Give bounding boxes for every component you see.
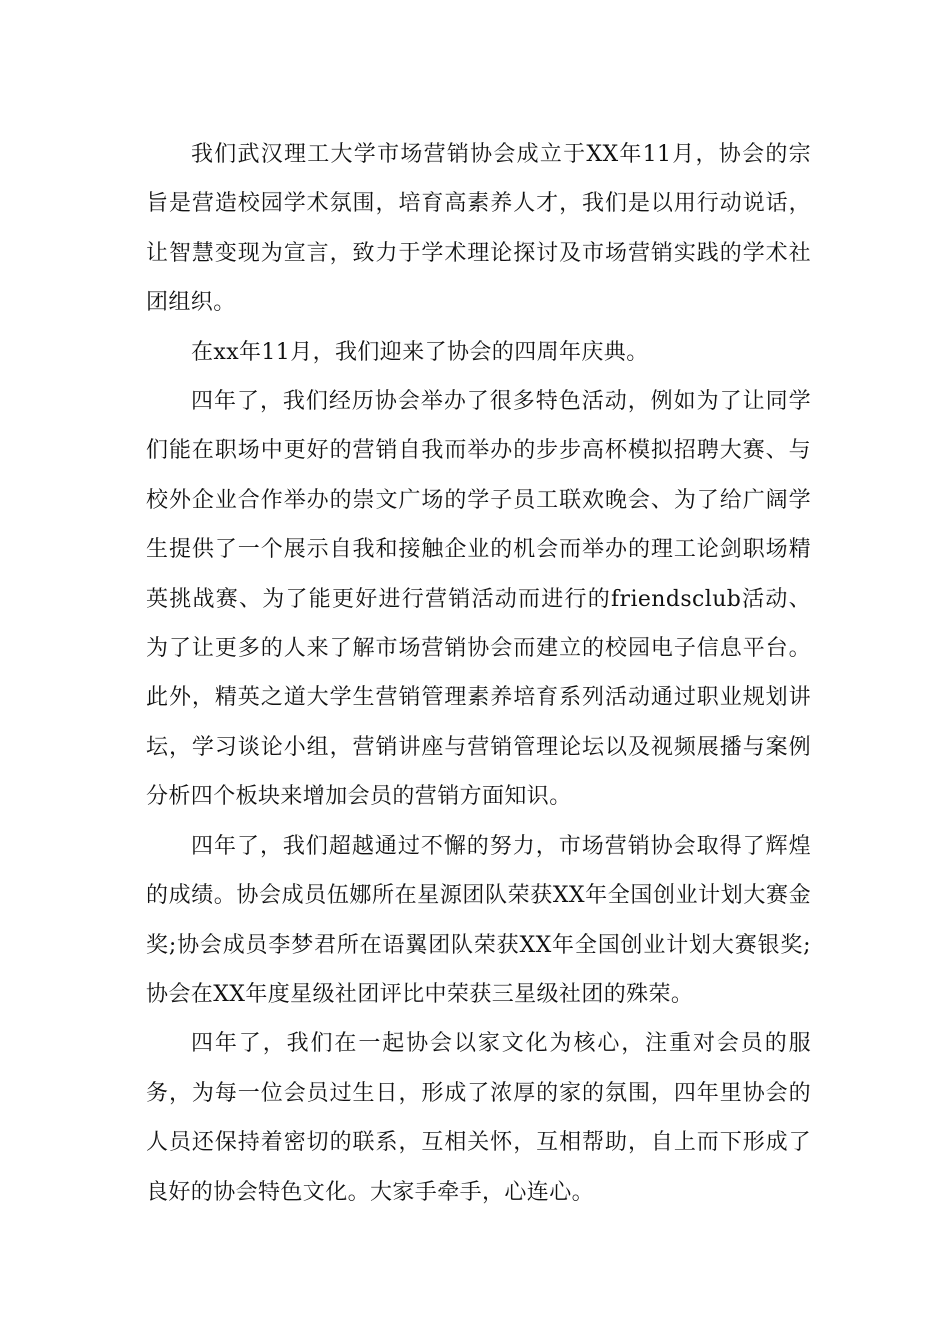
paragraph-achievements: 四年了，我们超越通过不懈的努力，市场营销协会取得了辉煌的成绩。协会成员伍娜所在星源团队荣获XX年全国创业计划大赛金奖;协会成员李梦君所在语翼团队荣获XX年全国创业计划大赛银奖;协会在XX年度星级社团评比中荣获三星级社团的殊荣。 bbox=[146, 833, 811, 1007]
paragraph-activities: 四年了，我们经历协会举办了很多特色活动，例如为了让同学们能在职场中更好的营销自我而举办的步步高杯模拟招聘大赛、与校外企业合作举办的崇文广场的学子员工联欢晚会、为了给广阔学生提供了一个展示自我和接触企业的机会而举办的理工论剑职场精英挑战赛、为了能更好进行营销活动而进行的friendsclub活动、为了让更多的人来了解市场营销协会而建立的校园电子信息平台。此外，精英之道大学生营销管理素养培育系列活动通过职业规划讲坛，学习谈论小组，营销讲座与营销管理论坛以及视频展播与案例分析四个板块来增加会员的营销方面知识。 bbox=[146, 389, 811, 810]
document-body bbox=[146, 130, 811, 1217]
paragraph-culture: 四年了，我们在一起协会以家文化为核心，注重对会员的服务，为每一位会员过生日，形成了浓厚的家的氛围，四年里协会的人员还保持着密切的联系，互相关怀，互相帮助，自上而下形成了良好的协会特色文化。大家手牵手，心连心。 bbox=[146, 1031, 811, 1205]
paragraph-association-intro: 我们武汉理工大学市场营销协会成立于XX年11月，协会的宗旨是营造校园学术氛围，培育高素养人才，我们是以用行动说话，让智慧变现为宣言，致力于学术理论探讨及市场营销实践的学术社团组织。 bbox=[146, 142, 811, 316]
paragraph-anniversary: 在xx年11月，我们迎来了协会的四周年庆典。 bbox=[191, 339, 649, 365]
